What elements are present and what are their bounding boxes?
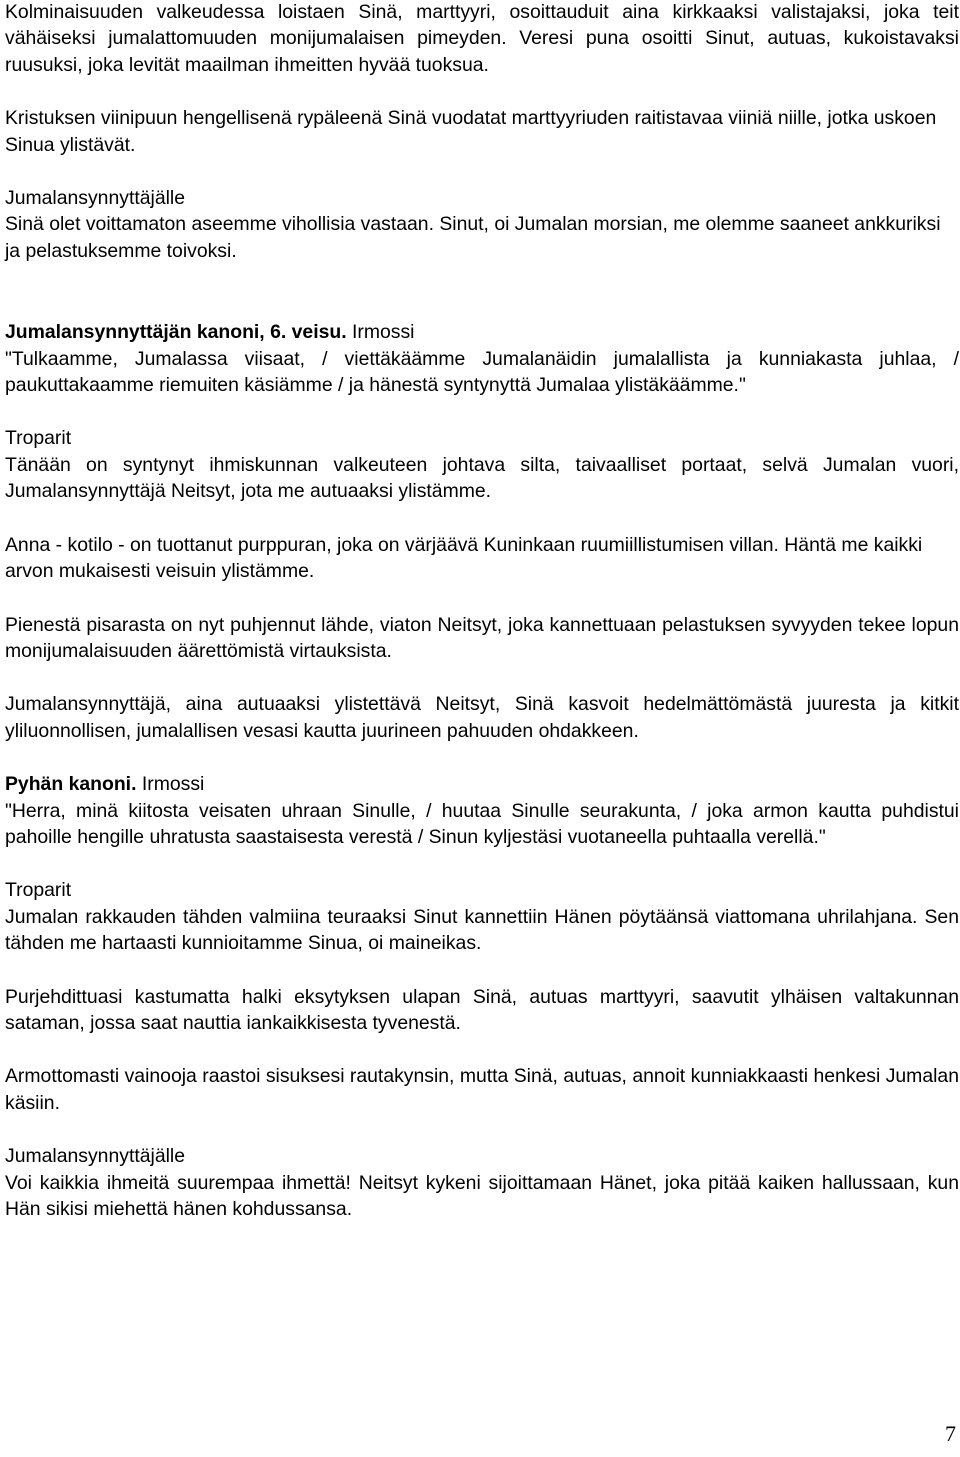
theotokion-text: Sinä olet voittamaton aseemme vihollisia vastaan. Sinut, oi Jumalan morsian, me olemme saaneet ankkuriksi ja pelastuksemme toivoksi. [5,213,941,262]
paragraph-troparion-4: Jumalansynnyttäjä, aina autuaaksi ylistettävä Neitsyt, Sinä kasvoit hedelmättömästä juuresta ja kitkit yliluonnollisen, jumalallisen vesasi kautta juurineen pahuuden ohdakkeen. [5,693,959,742]
paragraph-hymn-2: Kristuksen viinipuun hengellisenä rypäleenä Sinä vuodatat marttyyriuden raitistavaa viiniä niille, jotka uskoen Sinua ylistävät. [5,107,937,156]
irmos-label: Irmossi [352,321,415,344]
troparia-2 [5,877,959,956]
theotokion-label: Jumalansynnyttäjälle [5,187,185,210]
theotokion-2 [5,1143,959,1222]
troparia-1 [5,425,959,504]
canon-ode-6-section [5,319,959,398]
section-spacer [5,291,959,319]
irmos-label-2: Irmossi [141,773,205,796]
paragraph-troparion-3: Pienestä pisarasta on nyt puhjennut lähde, viaton Neitsyt, joka kannettuaan pelastuksen syvyyden tekee lopun monijumalaisuuden äärettömistä virtauksista. [5,613,959,662]
troparion-text-2: Jumalan rakkauden tähden valmiina teuraaksi Sinut kannettiin Hänen pöytäänsä viattomana uhrilahjana. Sen tähden me hartaasti kunnioitamme Sinua, oi maineikas. [5,905,959,955]
troparion-text: Tänään on syntynyt ihmiskunnan valkeuteen johtava silta, taivaalliset portaat, selvä Jumalan vuori, Jumalansynnyttäjä Neitsyt, jota me autuaaksi ylistämme. [5,453,959,503]
irmos-text-2: "Herra, minä kiitosta veisaten uhraan Sinulle, / huutaa Sinulle seurakunta, / joka armon kautta puhdistui pahoille hengille uhratusta saastaisesta verestä / Sinun kyljestäsi vuotaneella puhtaalla verellä." [5,799,959,848]
paragraph-troparion-6: Armottomasti vainooja raastoi sisuksesi rautakynsin, mutta Sinä, autuas, annoit kunniakkaasti henkesi Jumalan käsiin. [5,1065,959,1114]
troparia-label-2: Troparit [5,879,72,902]
theotokion-label-2: Jumalansynnyttäjälle [5,1145,185,1168]
theotokion-text-2: Voi kaikkia ihmeitä suurempaa ihmettä! Neitsyt kykeni sijoittamaan Hänet, joka pitää kaiken hallussaan, kun Hän sikisi miehettä hänen kohdussansa. [5,1171,959,1220]
paragraph-troparion-5: Purjehdittuasi kastumatta halki eksytyksen ulapan Sinä, autuas marttyyri, saavutit ylhäisen valtakunnan sataman, jossa saat nauttia iankaikkisesta tyvenestä. [5,985,959,1034]
canon-heading: Jumalansynnyttäjän kanoni, 6. veisu. [5,321,347,344]
irmos-text: "Tulkaamme, Jumalassa viisaat, / viettäkäämme Jumalanäidin jumalallista ja kunniakasta juhlaa, / paukuttakaamme riemuiten käsiämme / ja hänestä syntynyttä Jumalaa ylistäkäämme." [5,347,959,397]
saint-canon-section [5,771,959,850]
troparia-label: Troparit [5,427,72,450]
paragraph-hymn-1: Kolminaisuuden valkeudessa loistaen Sinä, marttyyri, osoittauduit aina kirkkaaksi valistajaksi, joka teit vähäiseksi jumalattomuuden monijumalaisen pimeyden. Veresi puna osoitti Sinut, autuas, kukoistavaksi ruusuksi, joka levität maailman ihmeitten hyvää tuoksua. [5,1,959,76]
saint-canon-heading: Pyhän kanoni. [5,773,137,796]
document-page [5,0,959,1249]
paragraph-troparion-2: Anna - kotilo - on tuottanut purppuran, joka on värjäävä Kuninkaan ruumiillistumisen villan. Häntä me kaikki arvon mukaisesti veisuin ylistämme. [5,533,923,583]
theotokion-1 [5,185,959,264]
page-number: 7 [945,1421,956,1446]
